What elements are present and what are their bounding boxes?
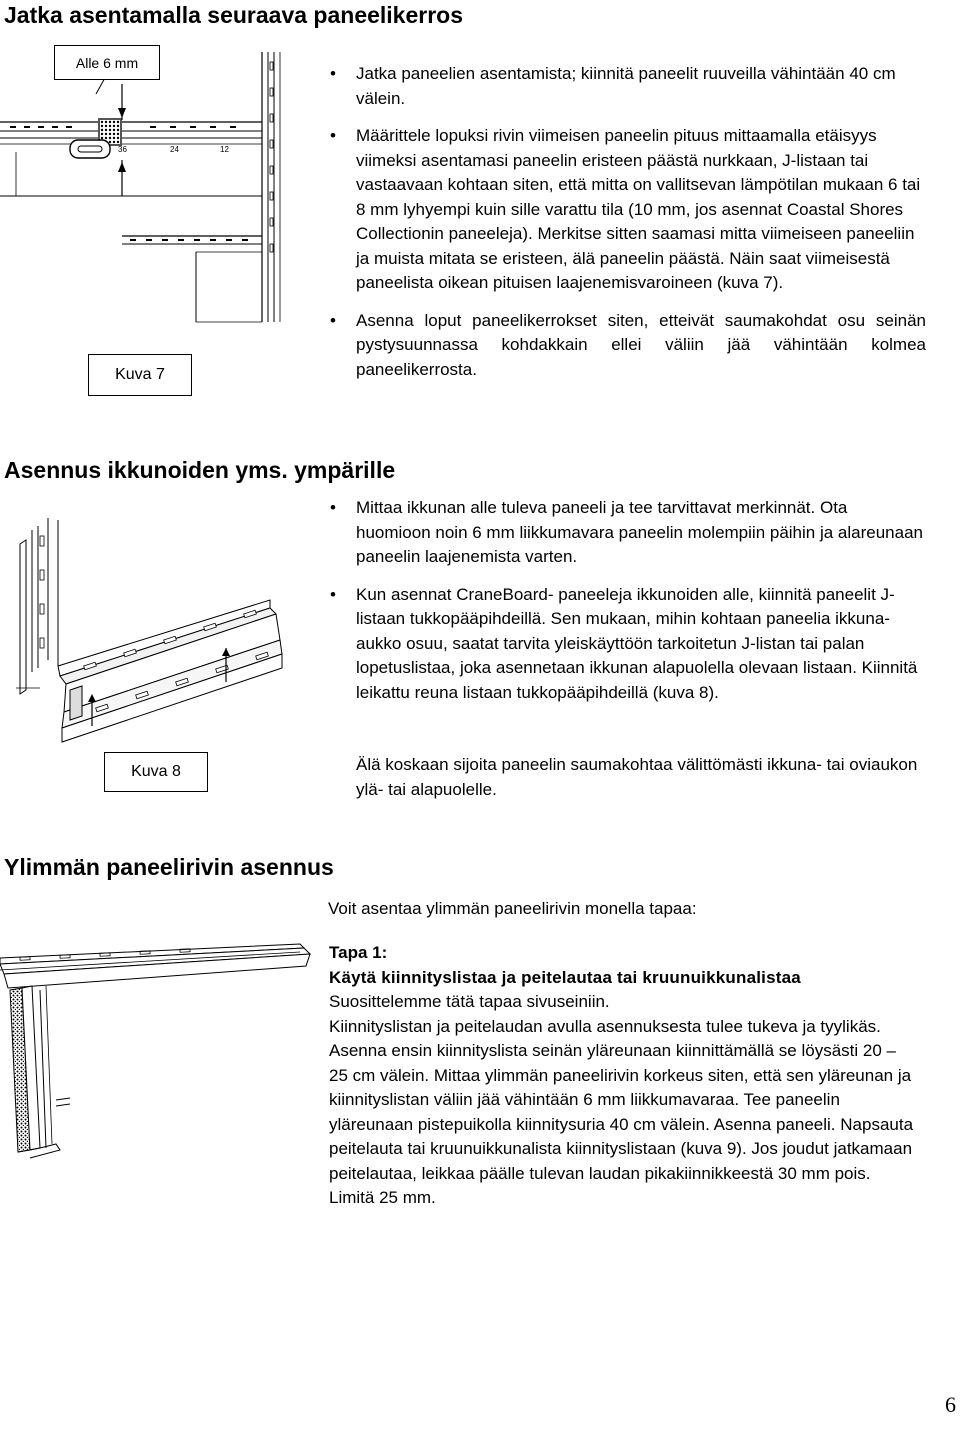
figure-7-caption [88, 354, 192, 396]
section-title-windows: Asennus ikkunoiden yms. ympärille [4, 457, 396, 483]
method-1-title: Käytä kiinnityslistaa ja peitelautaa tai kruunuikkunalistaa [329, 967, 801, 987]
figure-7-tick-12: 12 [220, 145, 229, 154]
figure-8-caption-text: Kuva 8 [131, 763, 181, 780]
figure-7-caption-text: Kuva 7 [115, 366, 165, 383]
page-number: 6 [945, 1392, 956, 1417]
list-item: • Asenna loput paneelikerrokset siten, etteivät saumakohdat osu seinän pystysuunnassa kohdakkain ellei väliin jää vähintään kolmea paneelikerrosta. [328, 309, 926, 383]
section-title-top-row: Ylimmän paneelirivin asennus [4, 854, 334, 880]
figure-7 [0, 0, 300, 440]
figure-7-tick-36: 36 [118, 145, 127, 154]
list-item: • Kun asennat CraneBoard- paneeleja ikkunoiden alle, kiinnitä paneelit J-listaan tukkopääpihdeillä. Sen mukaan, mihin kohtaan paneelia ikkuna-aukko osuu, saatat tarvita yleiskäyttöön tarkoitetun J-listan tai palan lopetuslistaa, joka asennetaan ikkunan alapuolella olevaan listaan. Kiinnitä leikattu reuna listaan tukkopääpihdeillä (kuva 8). [328, 583, 926, 706]
figure-8-caption [104, 752, 208, 792]
window-note: Älä koskaan sijoita paneelin saumakohtaa välittömästi ikkuna- tai oviaukon ylä- tai alapuolelle. [356, 755, 918, 799]
figure-8 [0, 490, 300, 810]
figure-7-label-under-6mm [54, 45, 160, 80]
instruction-list-2 [328, 496, 926, 705]
list-item: • Määrittele lopuksi rivin viimeisen paneelin pituus mittaamalla etäisyys viimeksi asentamasi paneelin eristeen päästä nurkkaan, J-listaan tai vastaavaan kohtaan siten, että mitta on vallitsevan lämpötilan mukaan 6 tai 8 mm lyhyempi kuin sille varattu tila (10 mm, jos asennat Coastal Shores Collectionin paneeleja). Merkitse sitten saamasi mitta viimeiseen paneeliin ja muista mitata se eristeen, älä paneelin päästä. Näin saat viimeisestä paneelista oikean pituisen laajenemisvaroineen (kuva 7). [328, 124, 926, 296]
section-title-next-course: Jatka asentamalla seuraava paneelikerros [4, 2, 464, 28]
figure-9-drawing [0, 930, 320, 1160]
figure-7-tick-24: 24 [170, 145, 179, 154]
top-row-intro: Voit asentaa ylimmän paneelirivin monella tapaa: [328, 899, 697, 918]
method-1-block [329, 941, 929, 1211]
list-item: • Jatka paneelien asentamista; kiinnitä paneelit ruuveilla vähintään 40 cm välein. [328, 62, 926, 111]
method-1-recommendation: Suosittelemme tätä tapaa sivuseiniin. [329, 992, 610, 1011]
list-item: • Mittaa ikkunan alle tuleva paneeli ja tee tarvittavat merkinnät. Ota huomioon noin 6 mm liikkumavara paneelin molempiin päihin ja alareunaan paneelin laajenemista varten. [328, 496, 926, 570]
method-1-label: Tapa 1: [329, 943, 388, 962]
method-1-description: Kiinnityslistan ja peitelaudan avulla asennuksesta tulee tukeva ja tyylikäs. Asenna ensin kiinnityslista seinän yläreunaan kiinnittämällä se löysästi 20 – 25 cm välein. Mittaa ylimmän paneelirivin korkeus siten, että sen yläreunan ja kiinnityslistan väliin jää vähintään 6 mm liikkumavaraa. Tee paneelin yläreunaan pistepuikolla kiinnitysuria 40 cm välein. Asenna paneeli. Napsauta peitelauta tai kruunuikkunalista kiinnityslistaan (kuva 9). Jos joudut jatkamaan peitelautaa, leikkaa päälle tulevan laudan pikakiinnikkeestä 30 mm pois. Limitä 25 mm. [329, 1016, 914, 1207]
instruction-list-1 [328, 62, 926, 382]
figure-9 [0, 930, 320, 1160]
figure-7-label-text: Alle 6 mm [75, 54, 139, 71]
